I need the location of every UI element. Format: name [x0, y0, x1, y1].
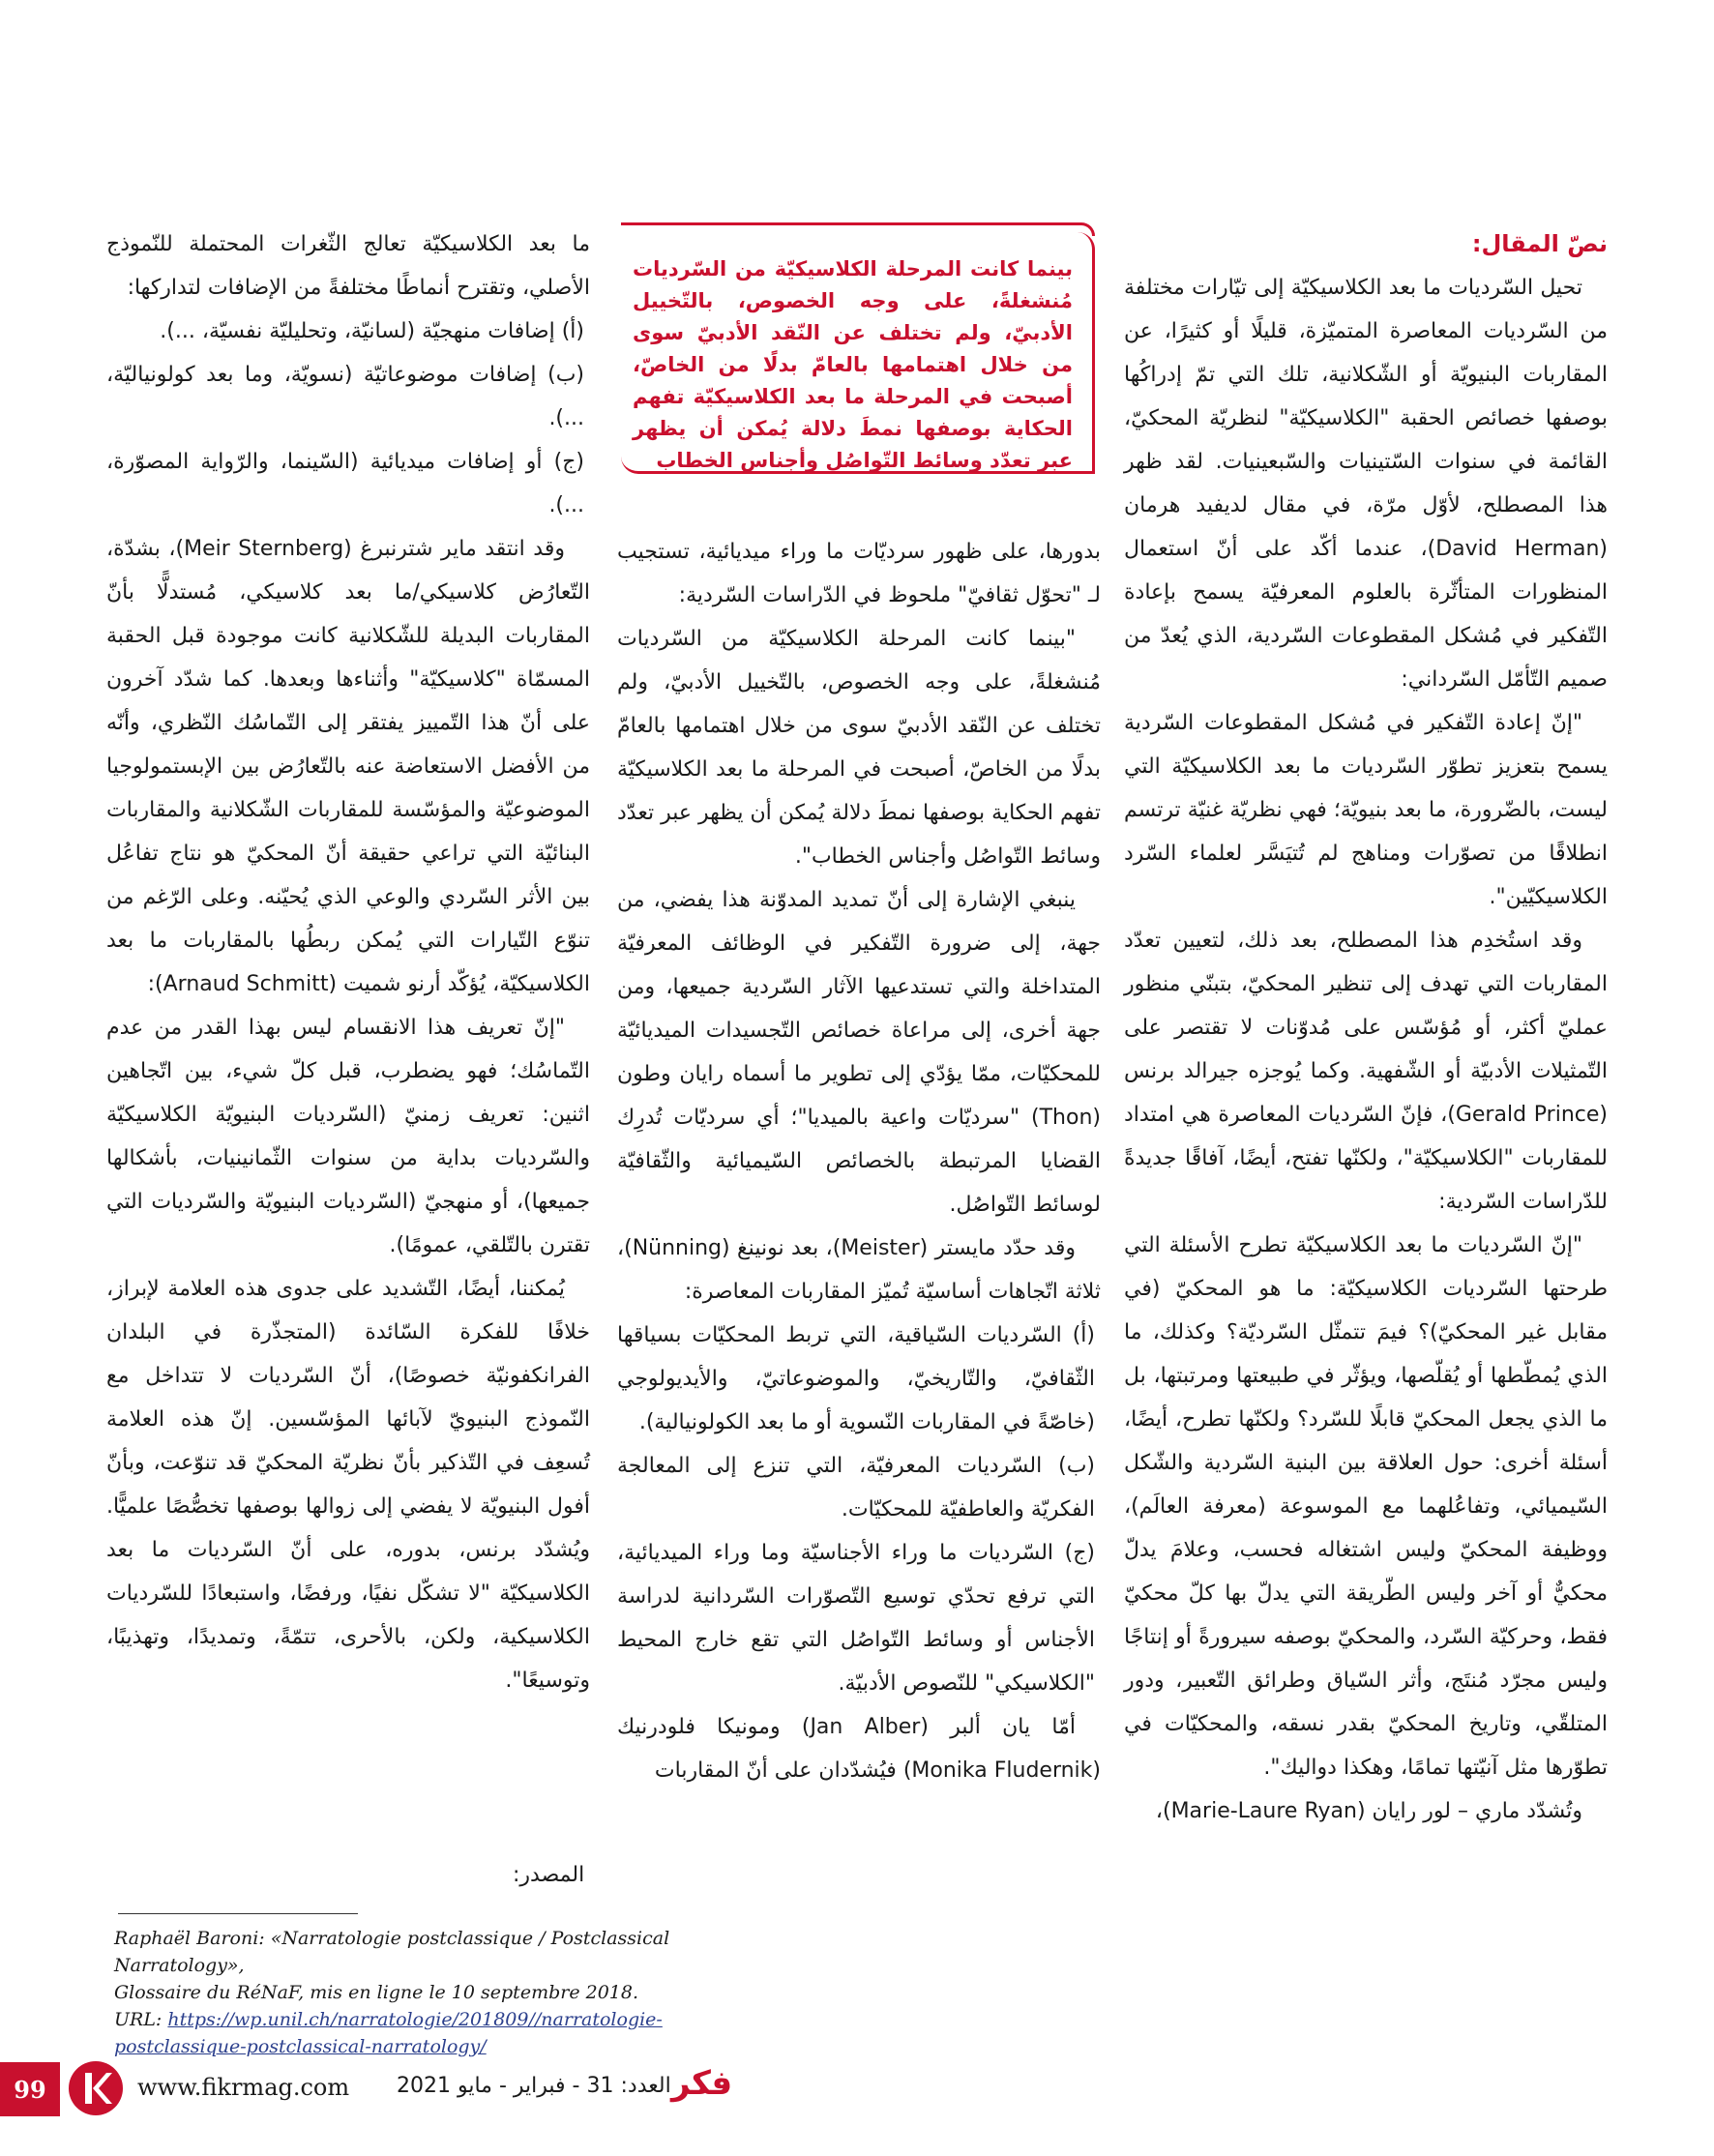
url-label: URL: [114, 2009, 163, 2030]
paragraph: يُمكننا، أيضًا، التّشديد على جدوى هذه العلامة لإبراز، خلافًا للفكرة السّائدة (المتجذّرة في البلدان الفرانكفونيّة خصوصًا)، أنّ السّرديات لا تتداخل مع النّموذج البنيويّ لآبائها المؤسّسين. إنّ هذه العلامة تُسعِف في التّذكير بأنّ نظريّة المحكيّ قد تنوّعت، وبأنّ أفول البنيويّة لا يفضي إلى زوالها بوصفها تخصُّصًا علميًّا. ويُشدّد برنس، بدوره، على أنّ السّرديات ما بعد الكلاسيكيّة "لا تشكّل نفيًا، ورفضًا، واستبعادًا للسّرديات الكلاسيكية، ولكن، بالأحرى، تتمّةً، وتمديدًا، وتهذيبًا، وتوسيعًا". [106, 1277, 590, 1693]
quote-paragraph: "إنّ تعريف هذا الانقسام ليس بهذا القدر من عدم التّماسُك؛ فهو يضطرب، قبل كلّ شيء، بين اتّجاهين اثنين: تعريف زمنيّ (السّرديات البنيويّة الكلاسيكيّة والسّرديات بداية من سنوات الثّمانينيات، بأشكالها جميعها)، أو منهجيّ (السّرديات البنيويّة والسّرديات التي تقترن بالتّلقي، عمومًا). [106, 1016, 590, 1257]
footnote-citation: Raphaël Baroni: «Narratologie postclassique / Postclassical Narratology», [114, 1928, 670, 1976]
issue-info: العدد: 31 - فبراير - مايو 2021 [397, 2074, 671, 2098]
list-item: (أ) إضافات منهجيّة (لسانيّة، وتحليليّة نفسيّة، ...). [160, 319, 584, 343]
footnote-url-line [114, 2006, 791, 2060]
source-label: المصدر: [513, 1863, 585, 1887]
footnote-divider [118, 1913, 358, 1914]
paragraph: أمّا يان ألبر (Jan Alber) ومونيكا فلودرنيك (Monika Fludernik) فيُشدّدان على أنّ المقاربات [617, 1715, 1101, 1783]
paragraph: ما بعد الكلاسيكيّة تعالج الثّغرات المحتملة للنّموذج الأصلي، وتقترح أنماطًا مختلفةً من الإضافات لتداركها: [106, 232, 590, 300]
paragraph: وقد حدّد مايستر (Meister)، بعد نونينغ (Nünning)، ثلاثة اتّجاهات أساسيّة تُميّز المقاربات المعاصرة: [617, 1236, 1101, 1304]
footnote-citation: Glossaire du RéNaF, mis en ligne le 10 septembre 2018. [114, 1982, 639, 2003]
brand-logo-icon [68, 2060, 124, 2116]
list-item: (ج) أو إضافات ميديائية (السّينما، والرّواية المصوّرة، ...). [106, 450, 584, 517]
magazine-logo: فكر [671, 2064, 733, 2103]
article-column-right [1124, 222, 1608, 1833]
list-item: (أ) السّرديات السّياقية، التي تربط المحكيّات بسياقها الثّقافيّ، والتّاريخيّ، والموضوعاتيّ، والأيديولوجي (خاصّةً في المقاربات النّسوية أو ما بعد الكولونيالية). [617, 1323, 1095, 1434]
quote-paragraph: "بينما كانت المرحلة الكلاسيكيّة من السّرديات مُنشغلةً، على وجه الخصوص، بالتّخييل الأدبيّ، ولم تختلف عن النّقد الأدبيّ سوى من خلال اهتمامها بالعامّ بدلًا من الخاصّ، أصبحت في المرحلة ما بعد الكلاسيكيّة تفهم الحكاية بوصفها نمطَ دلالة يُمكن أن يظهر عبر تعدّد وسائط التّواصُل وأجناس الخطاب". [617, 627, 1101, 869]
paragraph: وقد انتقد ماير شترنبرغ (Meir Sternberg)، بشدّة، التّعارُض كلاسيكي/ما بعد كلاسيكي، مُستدلًّا بأنّ المقاربات البديلة للشّكلانية كانت موجودة قبل الحقبة المسمّاة "كلاسيكيّة" وأثناءها وبعدها. كما شدّد آخرون على أنّ هذا التّمييز يفتقر إلى التّماسُك النّظري، وأنّه من الأفضل الاستعاضة عنه بالتّعارُض بين الإبستمولوجيا الموضوعيّة والمؤسّسة للمقاربات الشّكلانية والمقاربات البنائيّة التي تراعي حقيقة أنّ المحكيّ هو نتاج تفاعُل بين الأثر السّردي والوعي الذي يُحيّنه. وعلى الرّغم من تنوّع التّيارات التي يُمكن ربطُها بالمقاربات ما بعد الكلاسيكيّة، يُؤكّد أرنو شميت (Arnaud Schmitt): [106, 537, 590, 996]
paragraph: بدورها، على ظهور سرديّات ما وراء ميديائية، تستجيب لـ "تحوّل ثقافيّ" ملحوظ في الدّراسات السّردية: [617, 540, 1101, 607]
list-item: (ج) السّرديات ما وراء الأجناسيّة وما وراء الميديائية، التي ترفع تحدّي توسيع التّصوّرات السّردانية لدراسة الأجناس أو وسائط التّواصُل التي تقع خارج المحيط "الكلاسيكي" للنّصوص الأدبيّة. [617, 1541, 1095, 1696]
section-heading: نصّ المقال: [1471, 230, 1608, 257]
article-column-middle [617, 530, 1101, 1792]
paragraph: تحيل السّرديات ما بعد الكلاسيكيّة إلى تيّارات مختلفة من السّرديات المعاصرة المتميّزة، قليلًا أو كثيرًا، عن المقاربات البنيويّة أو الشّكلانية، تلك التي تمّ إدراكُها بوصفها خصائص الحقبة "الكلاسيكيّة" لنظريّة المحكيّ، القائمة في سنوات السّتينيات والسّبعينيات. لقد ظهر هذا المصطلح، لأوّل مرّة، في مقال لديفيد هرمان (David Herman)، عندما أكّد على أنّ استعمال المنظورات المتأثّرة بالعلوم المعرفيّة يسمح بإعادة التّفكير في مُشكل المقطوعات السّردية، الذي يُعدّ من صميم التّأمّل السّرداني: [1124, 276, 1608, 692]
footnote [114, 1925, 791, 2060]
quote-paragraph: "إنّ إعادة التّفكير في مُشكل المقطوعات السّردية يسمح بتعزيز تطوّر السّرديات ما بعد الكلاسيكيّة التي ليست، بالضّرورة، ما بعد بنيويّة؛ فهي نظريّة غنيّة ترتسم انطلاقًا من تصوّرات ومناهج لم تُتيَسَّر لعلماء السّرد الكلاسيكيّين". [1124, 711, 1608, 909]
pull-quote: بينما كانت المرحلة الكلاسيكيّة من السّرديات مُنشغلةً، على وجه الخصوص، بالتّخييل الأدبيّ، ولم تختلف عن النّقد الأدبيّ سوى من خلال اهتمامها بالعامّ بدلًا من الخاصّ، أصبحت في المرحلة ما بعد الكلاسيكيّة تفهم الحكاية بوصفها نمطَ دلالة يُمكن أن يظهر عبر تعدّد وسائط التّواصُل وأجناس الخطاب [621, 232, 1095, 474]
page-footer [0, 2056, 1714, 2134]
paragraph: ينبغي الإشارة إلى أنّ تمديد المدوّنة هذا يفضي، من جهة، إلى ضرورة التّفكير في الوظائف المعرفيّة المتداخلة والتي تستدعيها الآثار السّردية جميعها، ومن جهة أخرى، إلى مراعاة خصائص التّجسيدات الميديائيّة للمحكيّات، ممّا يؤدّي إلى تطوير ما أسماه رايان وطون (Thon) "سرديّات واعية بالميديا"؛ أي سرديّات تُدرِك القضايا المرتبطة بالخصائص السّيميائية والثّقافيّة لوسائط التّواصُل. [617, 888, 1101, 1217]
paragraph: وقد استُخدِم هذا المصطلح، بعد ذلك، لتعيين تعدّد المقاربات التي تهدف إلى تنظير المحكيّ، بتبنّي منظور عمليّ أكثر، أو مُؤسّس على مُدوّنات لا تقتصر على التّمثيلات الأدبيّة أو الشّفهية. وكما يُوجزه جيرالد برنس (Gerald Prince)، فإنّ السّرديات المعاصرة هي امتداد للمقاربات "الكلاسيكيّة"، ولكنّها تفتح، أيضًا، آفاقًا جديدةً للدّراسات السّردية: [1124, 929, 1608, 1214]
list-item: (ب) إضافات موضوعاتيّة (نسويّة، وما بعد كولونياليّة، ...). [106, 363, 584, 430]
website-link[interactable]: www.fikrmag.com [137, 2074, 350, 2101]
quote-paragraph: "إنّ السّرديات ما بعد الكلاسيكيّة تطرح الأسئلة التي طرحتها السّرديات الكلاسيكيّة: ما هو المحكيّ (في مقابل غير المحكيّ)؟ فيمَ تتمثّل السّرديّة؟ وكذلك، ما الذي يُمطّطها أو يُقلّصها، ويؤثّر في طبيعتها ومرتبتها، بل ما الذي يجعل المحكيّ قابلًا للسّرد؟ ولكنّها تطرح، أيضًا، أسئلة أخرى: حول العلاقة بين البنية السّردية والشّكل السّيميائي، وتفاعُلهما مع الموسوعة (معرفة العالَم)، ووظيفة المحكيّ وليس اشتغاله فحسب، وعلامَ يدلّ محكيٌّ أو آخر وليس الطّريقة التي يدلّ بها كلّ محكيّ فقط، وحركيّة السّرد، والمحكيّ بوصفه سيرورةً أو إنتاجًا وليس مجرّد مُنتَج، وأثر السّياق وطرائق التّعبير، ودور المتلقّي، وتاريخ المحكيّ بقدر نسقه، والمحكيّات في تطوّرها مثل آنيّتها تمامًا، وهكذا دواليك". [1124, 1233, 1608, 1780]
list-item: (ب) السّرديات المعرفيّة، التي تنزع إلى المعالجة الفكريّة والعاطفيّة للمحكيّات. [617, 1454, 1095, 1521]
footnote-link[interactable]: https://wp.unil.ch/narratologie/201809//narratologie-postclassique-postclassical-narratology/ [114, 2009, 663, 2057]
article-column-left [106, 222, 590, 1702]
page-number: 99 [0, 2062, 60, 2116]
paragraph: وتُشدّد ماري – لور رايان (Marie-Laure Ryan)، [1155, 1799, 1582, 1823]
